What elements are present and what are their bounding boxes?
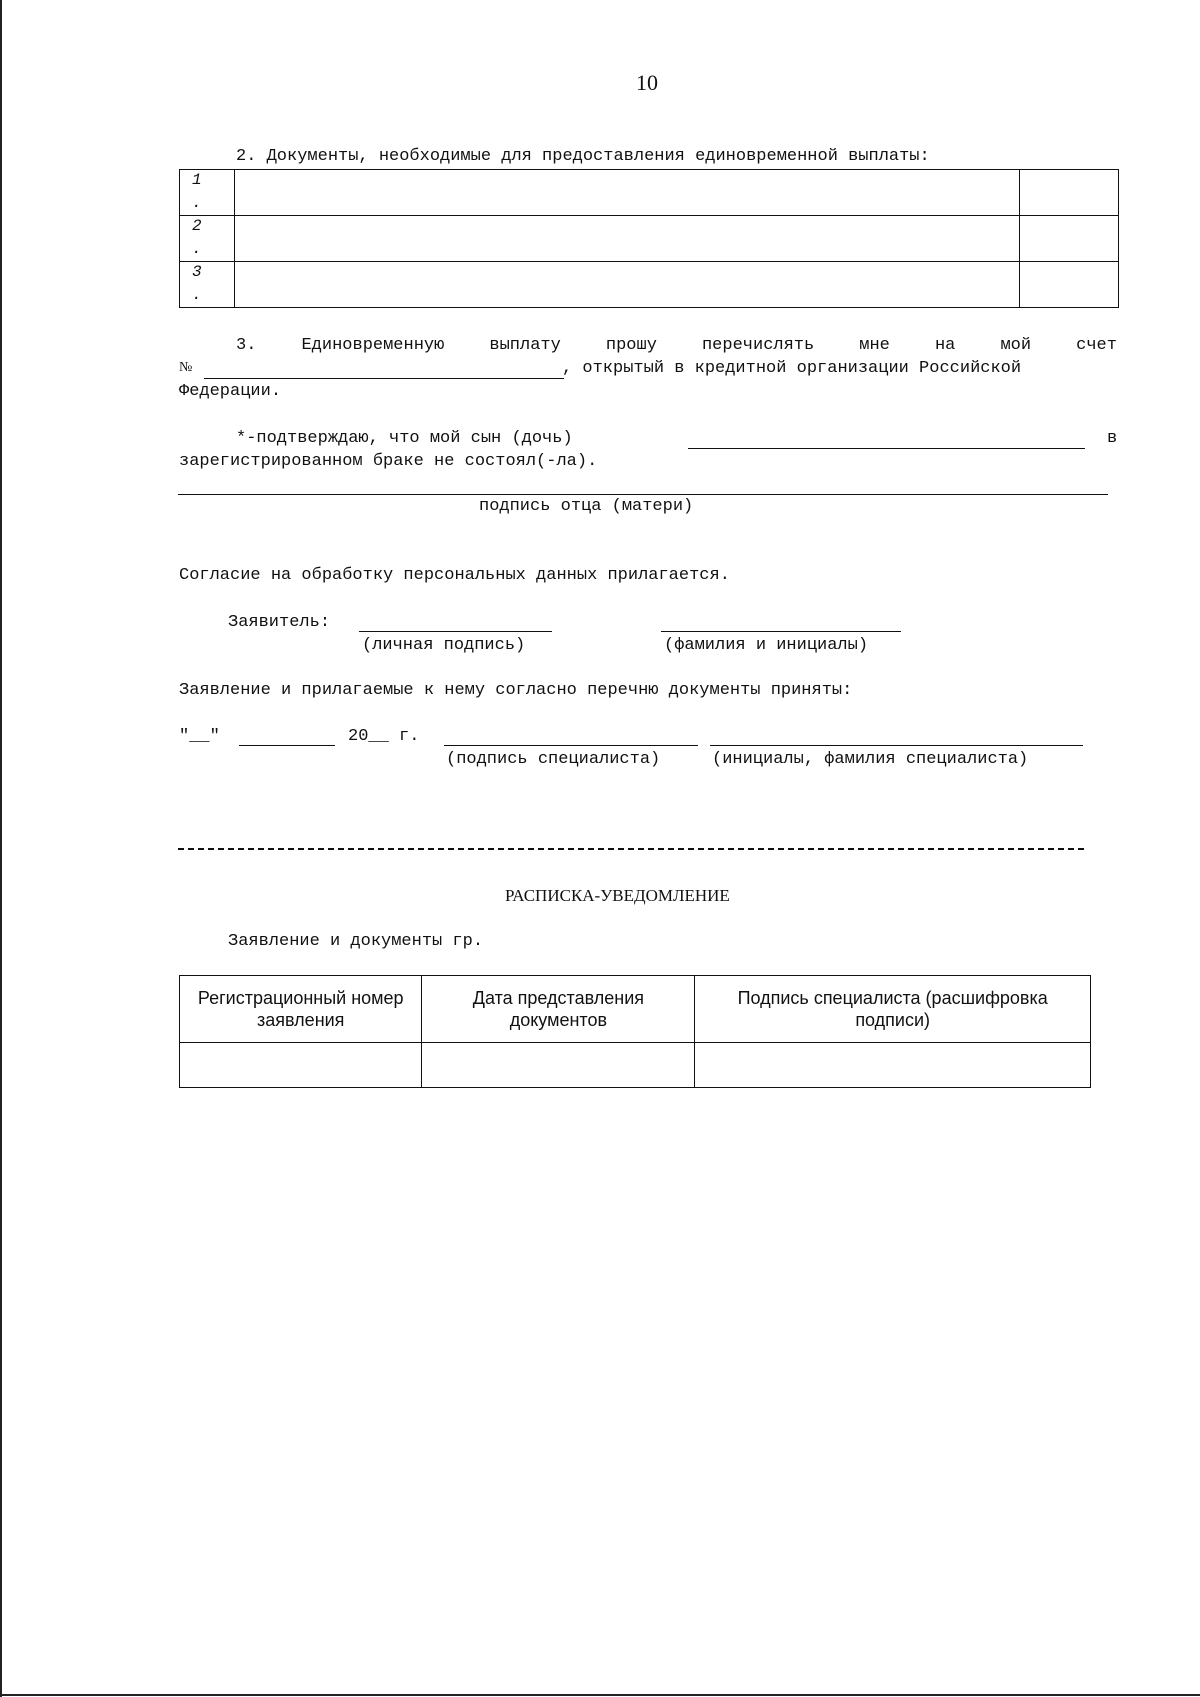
row-number-cell bbox=[180, 170, 235, 216]
reg-number-cell[interactable] bbox=[180, 1043, 422, 1088]
word: перечислять bbox=[701, 336, 815, 355]
specialist-name-caption: (инициалы, фамилия специалиста) bbox=[712, 750, 1029, 769]
date-month-field[interactable] bbox=[239, 745, 335, 746]
word: выплату bbox=[489, 336, 561, 355]
confirm-line1: *-подтверждаю, что мой сын (дочь) bbox=[236, 429, 573, 448]
page-number: 10 bbox=[636, 70, 658, 95]
word: счет bbox=[1076, 336, 1117, 355]
receipt-table bbox=[179, 975, 1091, 1088]
table-row bbox=[180, 976, 1091, 1043]
table-row bbox=[180, 1043, 1091, 1088]
row-number: 3 bbox=[192, 263, 202, 281]
confirm-line2: зарегистрированном браке не состоял(-ла). bbox=[179, 452, 598, 471]
word: мне bbox=[859, 336, 890, 355]
word: 3. bbox=[236, 336, 257, 355]
specialist-signature-caption: (подпись специалиста) bbox=[446, 750, 661, 769]
word: на bbox=[934, 336, 956, 355]
receipt-title: РАСПИСКА-УВЕДОМЛЕНИЕ bbox=[505, 886, 730, 905]
word: прошу bbox=[605, 336, 657, 355]
document-name-cell[interactable] bbox=[234, 216, 1020, 262]
page-bottom-edge bbox=[0, 1694, 1200, 1696]
word: Единовременную bbox=[301, 336, 445, 355]
column-header-signature: Подпись специалиста (расшифровка подписи) bbox=[695, 976, 1091, 1043]
date-day: "__" bbox=[179, 727, 220, 746]
confirm-line1-end: в bbox=[1107, 429, 1118, 448]
receipt-intro: Заявление и документы гр. bbox=[228, 932, 484, 951]
applicant-signature-caption: (личная подпись) bbox=[362, 636, 526, 655]
row-number-dot: . bbox=[192, 240, 202, 258]
documents-table bbox=[179, 169, 1119, 308]
document-extra-cell[interactable] bbox=[1020, 170, 1119, 216]
document-extra-cell[interactable] bbox=[1020, 216, 1119, 262]
applicant-name-field[interactable] bbox=[661, 631, 901, 632]
consent-text: Согласие на обработку персональных данных прилагается. bbox=[179, 566, 730, 585]
parent-signature-field[interactable] bbox=[178, 494, 1108, 495]
section2-heading: 2. Документы, необходимые для предоставления единовременной выплаты: bbox=[236, 147, 930, 166]
applicant-label: Заявитель: bbox=[228, 613, 331, 632]
tear-off-dashed-line bbox=[178, 848, 1084, 850]
page-left-edge bbox=[0, 0, 2, 1697]
table-row bbox=[180, 262, 1119, 308]
date-cell[interactable] bbox=[422, 1043, 695, 1088]
date-year: 20__ г. bbox=[348, 727, 420, 746]
table-row bbox=[180, 170, 1119, 216]
column-header-reg-number: Регистрационный номер заявления bbox=[180, 976, 422, 1043]
table-row bbox=[180, 216, 1119, 262]
row-number-cell bbox=[180, 216, 235, 262]
section3-line2: , открытый в кредитной организации Российской bbox=[562, 359, 1022, 378]
signature-cell[interactable] bbox=[695, 1043, 1091, 1088]
parent-signature-caption: подпись отца (матери) bbox=[479, 497, 694, 516]
accepted-text: Заявление и прилагаемые к нему согласно перечню документы приняты: bbox=[179, 681, 853, 700]
specialist-signature-field[interactable] bbox=[444, 745, 698, 746]
specialist-name-field[interactable] bbox=[710, 745, 1083, 746]
row-number-dot: . bbox=[192, 194, 202, 212]
document-name-cell[interactable] bbox=[234, 170, 1020, 216]
section3-line1 bbox=[236, 336, 1117, 355]
row-number: 1 bbox=[192, 171, 202, 189]
row-number-cell bbox=[180, 262, 235, 308]
document-name-cell[interactable] bbox=[234, 262, 1020, 308]
applicant-signature-field[interactable] bbox=[359, 631, 552, 632]
row-number-dot: . bbox=[192, 286, 202, 304]
number-sign: № bbox=[179, 360, 193, 375]
section3-line3: Федерации. bbox=[179, 382, 282, 401]
document-extra-cell[interactable] bbox=[1020, 262, 1119, 308]
applicant-name-caption: (фамилия и инициалы) bbox=[664, 636, 869, 655]
account-number-field[interactable] bbox=[204, 378, 564, 379]
column-header-date: Дата представления документов bbox=[422, 976, 695, 1043]
word: мой bbox=[1000, 336, 1032, 355]
child-name-field[interactable] bbox=[688, 448, 1085, 449]
row-number: 2 bbox=[192, 217, 202, 235]
